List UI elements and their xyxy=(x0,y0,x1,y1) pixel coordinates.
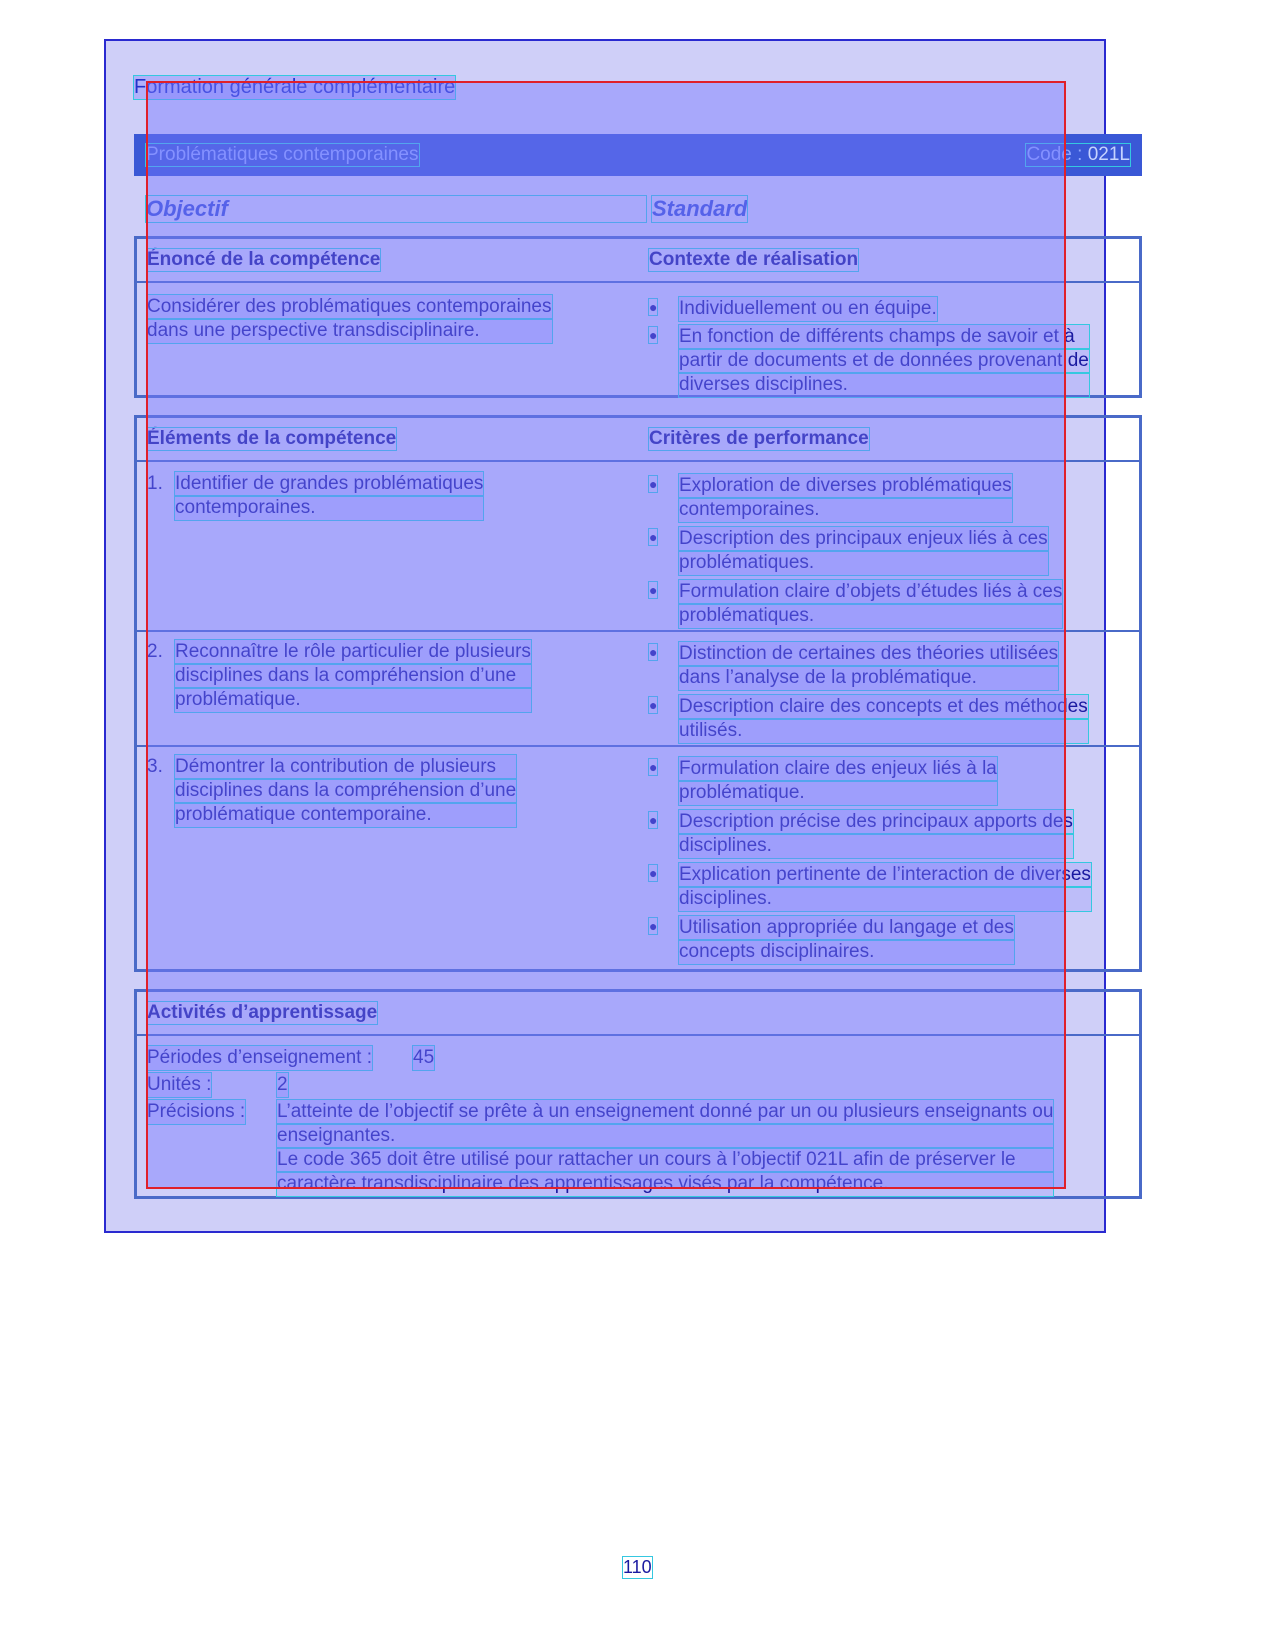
precision-line: caractère transdisciplinaire des apprentissages visés par la compétence. xyxy=(277,1172,1053,1196)
element-line: Démontrer la contribution de plusieurs xyxy=(175,755,516,779)
element-line: problématique. xyxy=(175,688,531,712)
criterion-line: problématiques. xyxy=(679,551,1048,575)
bullet-icon: ● xyxy=(649,529,658,545)
criterion-line: Utilisation appropriée du langage et des xyxy=(679,917,1014,938)
criterion-line: Distinction de certaines des théories utilisées xyxy=(679,643,1059,664)
statement-header: Énoncé de la compétence xyxy=(147,249,381,270)
criteria-header: Critères de performance xyxy=(649,428,869,449)
bullet-icon: ● xyxy=(649,812,658,828)
criterion-line: Explication pertinente de l’interaction de diverses xyxy=(679,864,1091,885)
criterion-line: disciplines. xyxy=(679,834,1073,858)
precision-line: Le code 365 doit être utilisé pour rattacher un cours à l’objectif 021L afin de préserver le xyxy=(277,1148,1053,1172)
bullet-icon: ● xyxy=(649,918,658,934)
element-line: Reconnaître le rôle particulier de plusieurs xyxy=(175,641,531,662)
highlight-region xyxy=(146,81,1066,1189)
criterion-line: utilisés. xyxy=(679,719,1088,743)
standard-heading: Standard xyxy=(652,196,748,221)
element-line: disciplines dans la compréhension d’une xyxy=(175,780,517,801)
objectif-heading: Objectif xyxy=(146,196,646,222)
precision-line: enseignantes. xyxy=(277,1124,1053,1148)
activities-header: Activités d’apprentissage xyxy=(147,1002,378,1023)
context-line: partir de documents et de données provenant de xyxy=(679,350,1089,371)
bullet-icon: ● xyxy=(649,865,658,881)
units-value-text: 2 xyxy=(277,1074,288,1095)
criterion-line: concepts disciplinaires. xyxy=(679,940,1014,964)
criterion-line: Exploration de diverses problématiques xyxy=(679,475,1012,496)
section-title: Formation générale complémentaire xyxy=(134,76,456,98)
element-number: 1. xyxy=(147,473,163,494)
element-number: 2. xyxy=(147,641,163,662)
code-value: 021L xyxy=(1087,144,1130,165)
criterion-line: Formulation claire des enjeux liés à la xyxy=(679,758,997,779)
criterion-line: disciplines. xyxy=(679,887,1091,911)
periods-value-text: 45 xyxy=(413,1047,435,1068)
bullet-icon: ● xyxy=(649,582,658,598)
context-header: Contexte de réalisation xyxy=(649,249,859,270)
code-label: Code : xyxy=(1026,144,1083,165)
criterion-line: problématiques. xyxy=(679,604,1062,628)
precision-line: L’atteinte de l’objectif se prête à un enseignement donné par un ou plusieurs enseignants ou xyxy=(277,1101,1054,1122)
context-line: diverses disciplines. xyxy=(679,373,1089,397)
element-line: disciplines dans la compréhension d’une xyxy=(175,664,531,688)
units-label-text: Unités : xyxy=(147,1074,212,1095)
page-number: 110 xyxy=(623,1557,652,1577)
criterion-line: Description des principaux enjeux liés à ces xyxy=(679,528,1048,549)
bullet-icon: ● xyxy=(649,327,658,343)
criterion-line: contemporaines. xyxy=(679,498,1012,522)
competence-title: Problématiques contemporaines xyxy=(146,144,419,165)
element-line: problématique contemporaine. xyxy=(175,803,516,827)
periods-label-text: Périodes d’enseignement : xyxy=(147,1047,372,1068)
precisions-label-text: Précisions : xyxy=(147,1101,246,1122)
bullet-icon: ● xyxy=(649,644,658,660)
criterion-line: Formulation claire d’objets d’études liés à ces xyxy=(679,581,1063,602)
bullet-icon: ● xyxy=(649,476,658,492)
element-line: contemporaines. xyxy=(175,496,483,520)
bullet-icon: ● xyxy=(649,759,658,775)
statement-line: Considérer des problématiques contemporaines xyxy=(147,296,552,317)
statement-line: dans une perspective transdisciplinaire. xyxy=(147,319,552,343)
criterion-line: Description précise des principaux apports des xyxy=(679,811,1073,832)
context-line: Individuellement ou en équipe. xyxy=(679,298,937,319)
element-number: 3. xyxy=(147,756,163,777)
element-line: Identifier de grandes problématiques xyxy=(175,473,484,494)
criterion-line: problématique. xyxy=(679,781,997,805)
context-line: En fonction de différents champs de savoir et à xyxy=(679,325,1089,349)
criterion-line: dans l’analyse de la problématique. xyxy=(679,666,1058,690)
elements-header: Éléments de la compétence xyxy=(147,428,397,449)
bullet-icon: ● xyxy=(649,697,658,713)
bullet-icon: ● xyxy=(649,299,658,315)
criterion-line: Description claire des concepts et des méthodes xyxy=(679,696,1088,717)
